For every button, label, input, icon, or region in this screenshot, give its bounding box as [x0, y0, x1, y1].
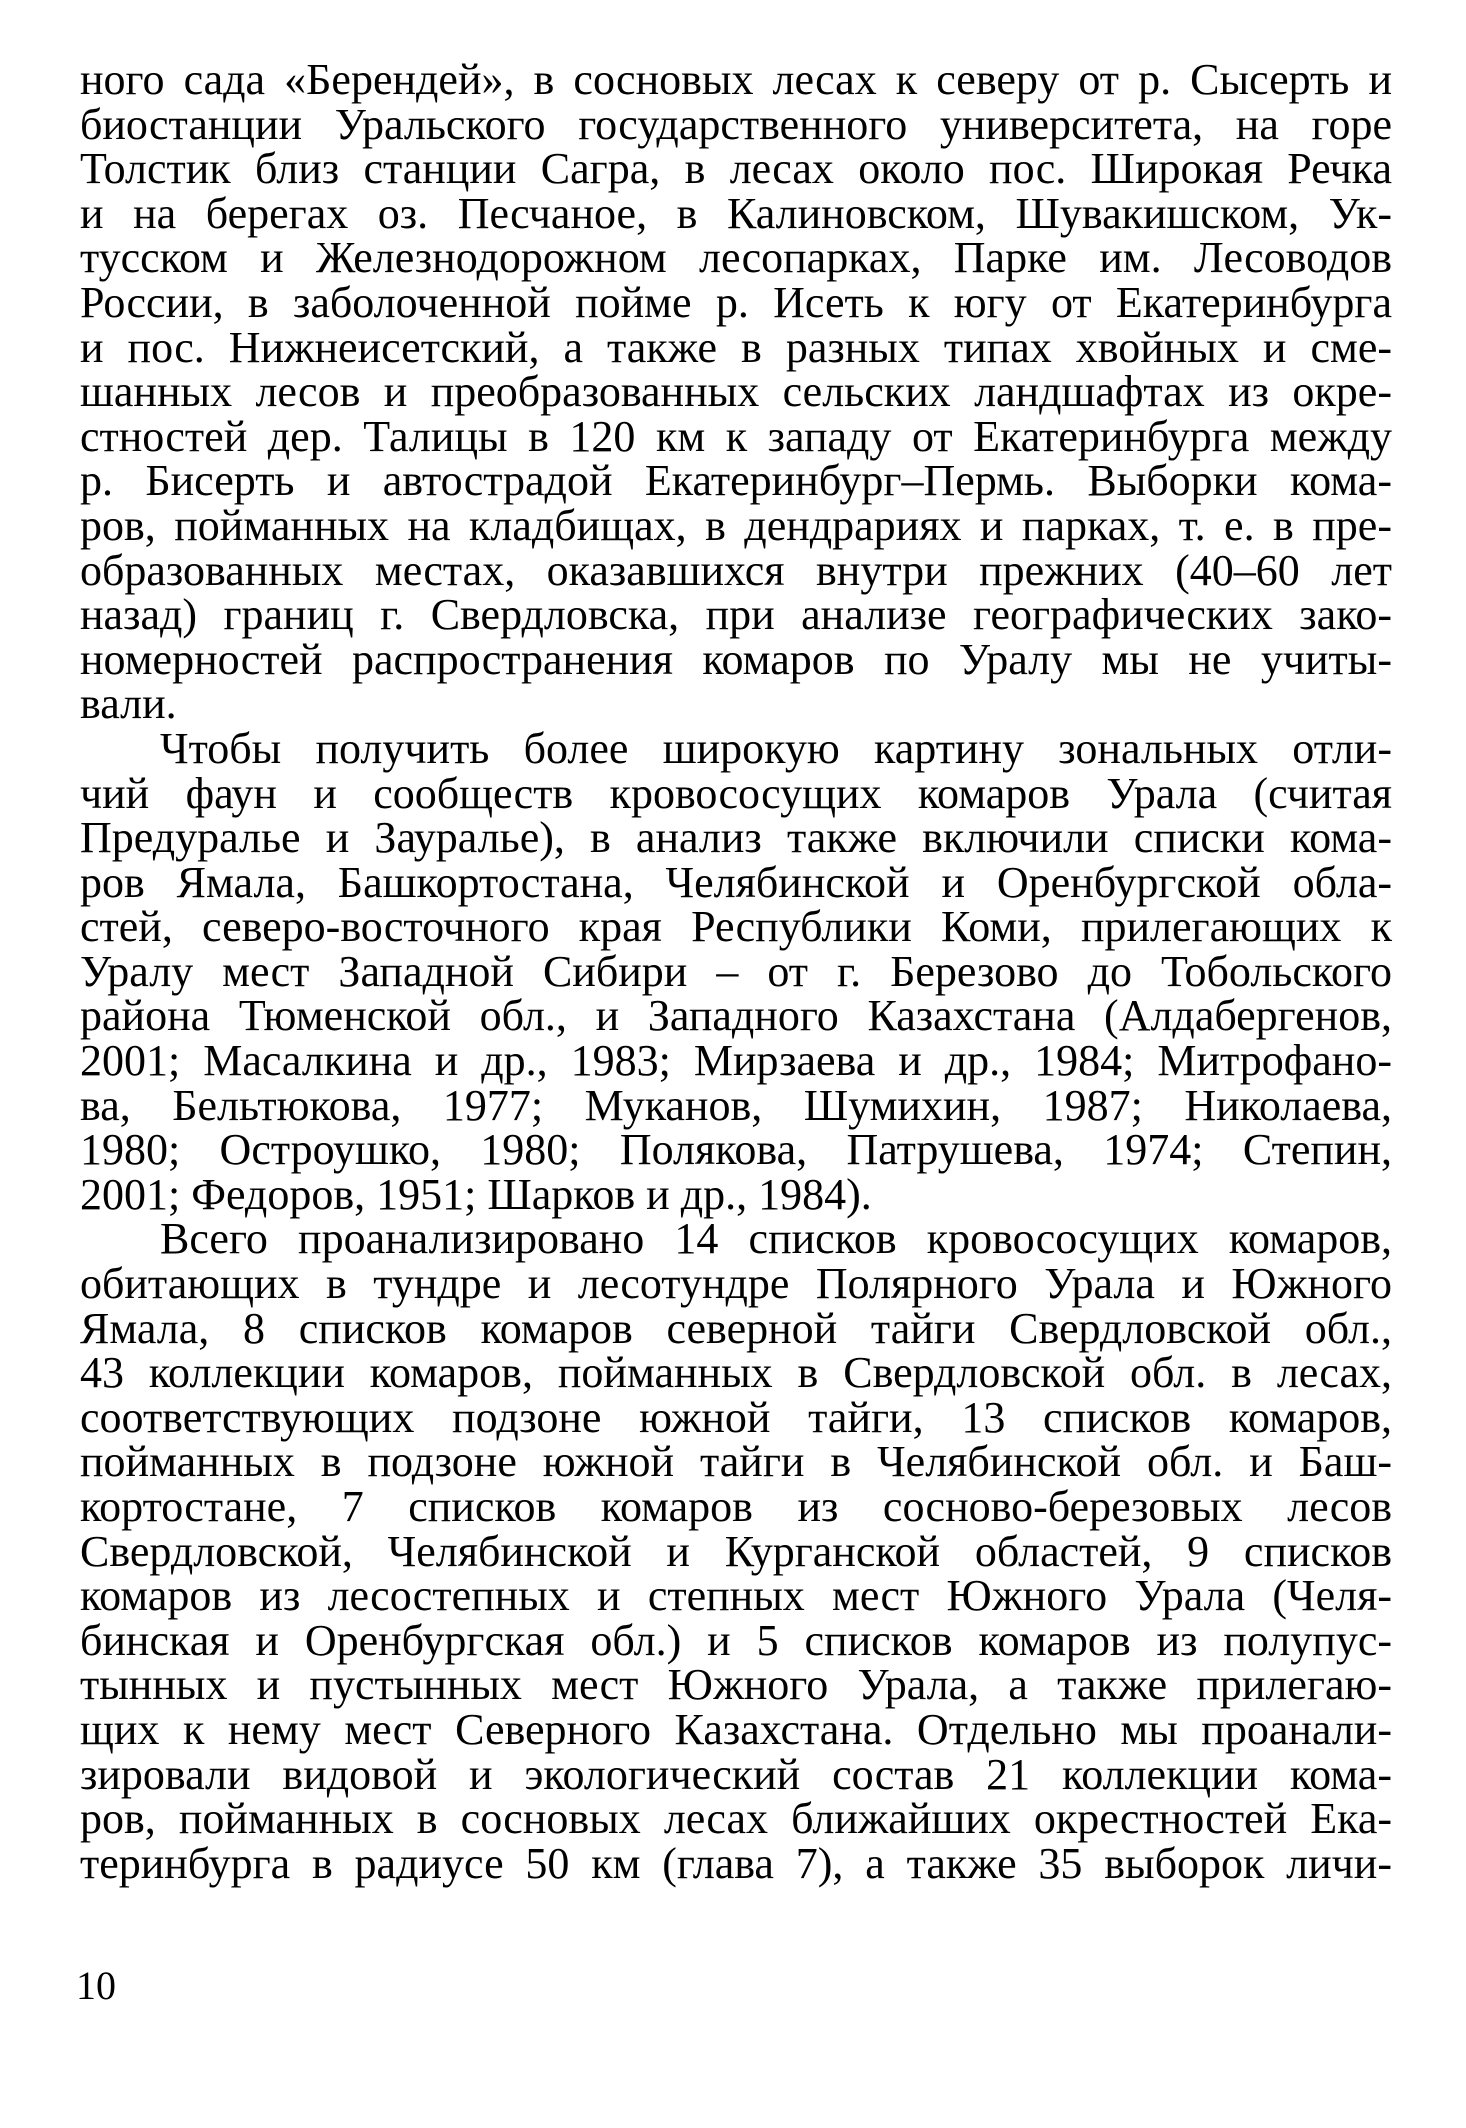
text-line: р. Бисерть и автострадой Екатеринбург–Пермь. Выборки кома-: [80, 456, 1392, 506]
text-line: вали.: [80, 679, 177, 729]
text-line: теринбурга в радиусе 50 км (глава 7), а также 35 выборок личи-: [80, 1838, 1392, 1888]
paragraph-2: [80, 723, 1392, 1219]
text-line: соответствующих подзоне южной тайги, 13 списков комаров,: [80, 1392, 1392, 1442]
text-line: бинская и Оренбургская обл.) и 5 списков комаров из полупус-: [80, 1615, 1392, 1665]
text-line: чий фаун и сообществ кровососущих комаров Урала (считая: [80, 768, 1392, 818]
text-line: Свердловской, Челябинской и Курганской областей, 9 списков: [80, 1526, 1392, 1576]
text-line: ров Ямала, Башкортостана, Челябинской и Оренбургской обла-: [80, 857, 1392, 907]
text-line: и пос. Нижнеисетский, а также в разных типах хвойных и сме-: [80, 322, 1392, 372]
text-line: биостанции Уральского государственного университета, на горе: [80, 99, 1392, 149]
text-line: Уралу мест Западной Сибири – от г. Березово до Тобольского: [80, 946, 1392, 996]
text-line: России, в заболоченной пойме р. Исеть к югу от Екатеринбурга: [80, 277, 1392, 327]
text-line: пойманных в подзоне южной тайги в Челябинской обл. и Баш-: [80, 1437, 1392, 1487]
paragraph-1: [80, 55, 1392, 729]
body-text: [80, 55, 1392, 1888]
text-line: номерностей распространения комаров по Уралу мы не учиты-: [80, 634, 1392, 684]
text-line: ного сада «Берендей», в сосновых лесах к северу от р. Сысерть и: [80, 55, 1392, 104]
text-line: обитающих в тундре и лесотундре Полярного Урала и Южного: [80, 1259, 1392, 1309]
text-line: района Тюменской обл., и Западного Казахстана (Алдабергенов,: [80, 991, 1392, 1041]
text-line: образованных местах, оказавшихся внутри прежних (40–60 лет: [80, 545, 1392, 595]
text-line: назад) границ г. Свердловска, при анализе географических зако-: [80, 590, 1392, 640]
text-line: 2001; Федоров, 1951; Шарков и др., 1984).: [80, 1169, 872, 1219]
text-line: тынных и пустынных мест Южного Урала, а также прилегаю-: [80, 1660, 1392, 1710]
text-line: Всего проанализировано 14 списков кровососущих комаров,: [160, 1214, 1392, 1264]
text-line: тусском и Железнодорожном лесопарках, Парке им. Лесоводов: [80, 233, 1392, 283]
text-line: ров, пойманных в сосновых лесах ближайших окрестностей Ека-: [80, 1794, 1392, 1844]
text-line: кортостане, 7 списков комаров из сосново-березовых лесов: [80, 1482, 1392, 1531]
text-line: шанных лесов и преобразованных сельских ландшафтах из окре-: [80, 367, 1392, 417]
text-line: 2001; Масалкина и др., 1983; Мирзаева и др., 1984; Митрофано-: [80, 1036, 1392, 1086]
text-line: ва, Бельтюкова, 1977; Муканов, Шумихин, 1987; Николаева,: [80, 1080, 1392, 1130]
text-line: зировали видовой и экологический состав 21 коллекции кома-: [80, 1749, 1392, 1799]
text-line: стей, северо-восточного края Республики Коми, прилегающих к: [80, 902, 1392, 952]
text-line: стностей дер. Талицы в 120 км к западу от Екатеринбурга между: [80, 411, 1392, 461]
text-line: и на берегах оз. Песчаное, в Калиновском, Шувакишском, Ук-: [80, 188, 1392, 238]
text-line: 1980; Остроушко, 1980; Полякова, Патрушева, 1974; Степин,: [80, 1125, 1392, 1175]
text-line: Толстик близ станции Сагра, в лесах около пос. Широкая Речка: [80, 144, 1392, 194]
text-line: Предуралье и Зауралье), в анализ также включили списки кома-: [80, 813, 1392, 863]
paragraph-3: [80, 1214, 1392, 1888]
text-line: щих к нему мест Северного Казахстана. Отдельно мы проанали-: [80, 1704, 1392, 1754]
text-line: 43 коллекции комаров, пойманных в Свердловской обл. в лесах,: [80, 1348, 1392, 1398]
page-number: 10: [76, 1963, 116, 2008]
text-line: Ямала, 8 списков комаров северной тайги Свердловской обл.,: [80, 1303, 1392, 1353]
text-line: комаров из лесостепных и степных мест Южного Урала (Челя-: [80, 1571, 1392, 1621]
text-line: ров, пойманных на кладбищах, в дендрариях и парках, т. е. в пре-: [80, 500, 1392, 550]
text-line: Чтобы получить более широкую картину зональных отли-: [160, 723, 1392, 773]
